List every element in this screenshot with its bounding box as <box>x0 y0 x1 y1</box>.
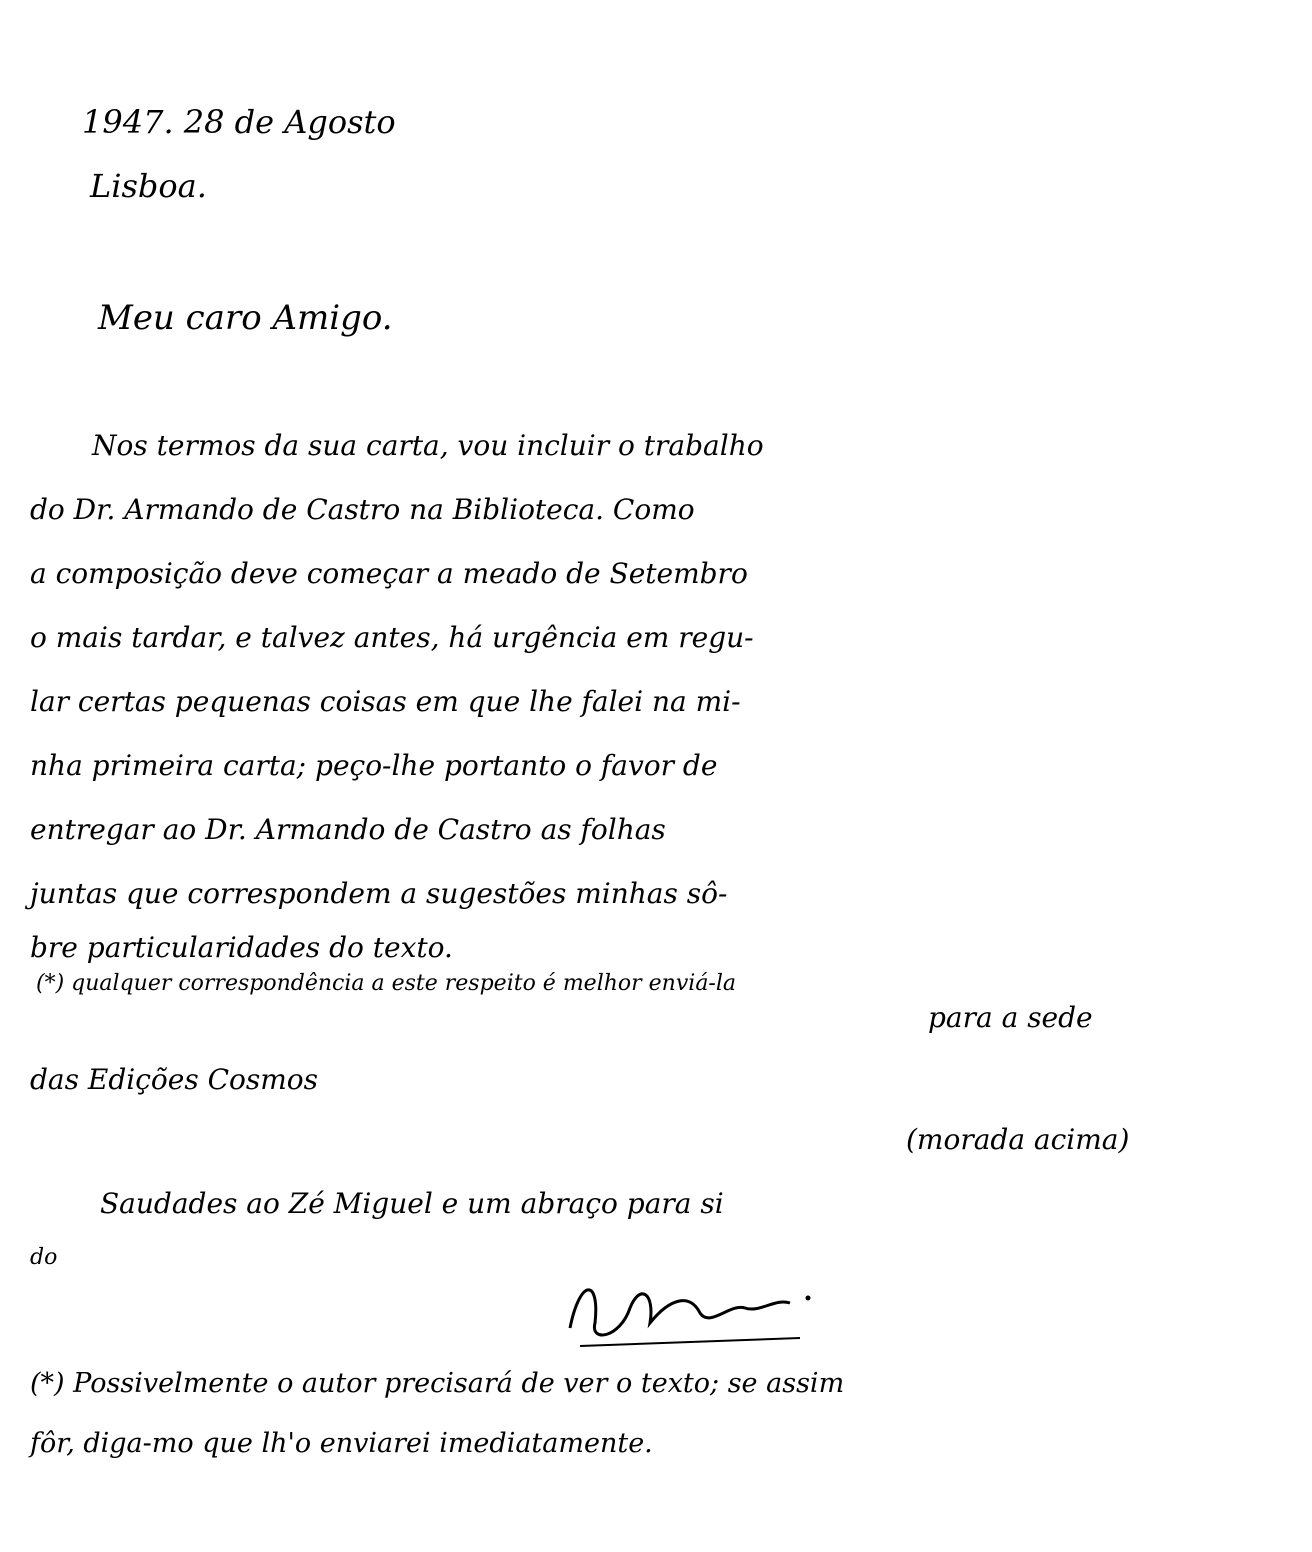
footnote-line: (*) Possivelmente o autor precisará de ver o texto; se assim <box>30 1368 845 1399</box>
body-line: entregar ao Dr. Armando de Castro as folhas <box>30 813 666 846</box>
body-line: nha primeira carta; peço-lhe portanto o favor de <box>30 749 718 782</box>
body-line: bre particularidades do texto. <box>30 931 453 964</box>
footnote-line: fôr, diga-mo que lh'o enviarei imediatamente. <box>30 1428 653 1459</box>
letter-salutation: Meu caro Amigo. <box>98 298 393 338</box>
body-line: juntas que correspondem a sugestões minhas sô- <box>30 877 728 910</box>
letter-place: Lisboa. <box>90 167 207 205</box>
body-line: (morada acima) <box>906 1123 1130 1156</box>
body-line: a composição deve começar a meado de Setembro <box>30 557 748 590</box>
body-line: o mais tardar, e talvez antes, há urgência em regu- <box>30 621 754 654</box>
body-line: das Edições Cosmos <box>30 1063 319 1096</box>
body-line-insertion: (*) qualquer correspondência a este respeito é melhor enviá-la <box>36 971 737 996</box>
body-line: Saudades ao Zé Miguel e um abraço para si <box>100 1187 724 1220</box>
body-line: para a sede <box>928 1001 1093 1034</box>
closing-line: do <box>30 1245 58 1270</box>
body-line: Nos termos da sua carta, vou incluir o trabalho <box>92 429 764 462</box>
body-line: do Dr. Armando de Castro na Biblioteca. Como <box>30 493 695 526</box>
signature-scribble <box>560 1268 820 1348</box>
letter-date: 1947. 28 de Agosto <box>82 103 396 141</box>
signature <box>560 1268 820 1352</box>
body-line: lar certas pequenas coisas em que lhe falei na mi- <box>30 685 741 718</box>
signature-alt <box>820 1268 821 1269</box>
